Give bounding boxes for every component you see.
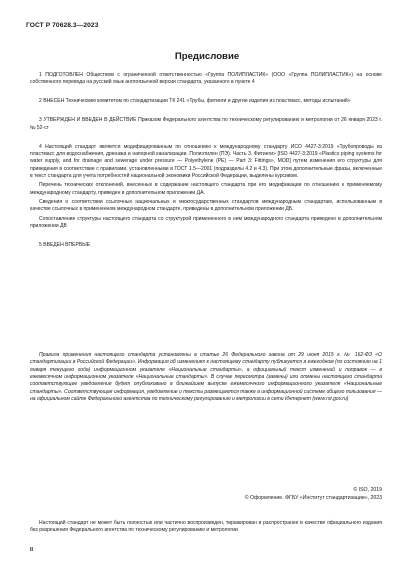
- item-4-deviations: Перечень технических отклонений, внесенных в содержание настоящего стандарта при его модификации по отношению к применяемому международному стандарту, приведен в дополнительном приложении ДА.: [30, 182, 382, 196]
- standard-code-header: ГОСТ Р 70628.3—2023: [26, 22, 99, 29]
- design-copyright: © Оформление. ФГБУ «Институт стандартизации», 2023: [244, 494, 382, 501]
- preface-body: [30, 72, 382, 261]
- application-rules-notice: [30, 352, 382, 403]
- copyright-block: [245, 487, 382, 502]
- item-2-introduced: 2 ВНЕСЕН Техническим комитетом по стандартизации ТК 241 «Трубы, фитинги и другие изделия из пластмасс, методы испытаний»: [39, 98, 351, 105]
- page-number: II: [30, 547, 33, 553]
- item-4-reference-standards: Сведения о соответствии ссылочных национальных и межгосударственных стандартов международным стандартам, использованным в качестве ссылочных в примененном международном стандарте, приведены в дополнительном приложении ДБ.: [30, 198, 382, 213]
- notice-text: Правила применения настоящего стандарта установлены в статье 26 Федерального закона от 29 июня 2015 г. № 162-ФЗ «О стандартизации в Российской Федерации». Информация об изменениях к настоящему стандарту публикуется в ежегодном (по состоянию на 1 января текущего года) информационном указателе «Национальные стандарты», а официальный текст изменений и поправок — в ежемесячном информационном указателе «Национальные стандарты». В случае пересмотра (замены) или отмены настоящего стандарта соответствующее уведомление будет опубликовано в ближайшем выпуске ежемесячного информационного указателя «Национальные стандарты». Соответствующая информация, уведомление и тексты размещаются также в информационной системе общего пользования — на официальном сайте Федерального агентства по техническому регулированию и метрологии в сети Интернет (www.rst.gov.ru): [30, 352, 382, 403]
- page-title: Предисловие: [174, 51, 240, 62]
- iso-copyright: © ISO, 2019: [353, 487, 382, 493]
- reproduction-notice-text: Настоящий стандарт не может быть полностью или частично воспроизведен, тиражирован и распространен в качестве официального издания без разрешения Федерального агентства по техническому регулированию и метрологии: [30, 520, 382, 534]
- item-5-first-introduced: 5 ВВЕДЕН ВПЕРВЫЕ: [39, 241, 91, 248]
- reproduction-notice: [30, 520, 382, 535]
- item-1-prepared: 1 ПОДГОТОВЛЕН Обществом с ограниченной ответственностью «Группа ПОЛИПЛАСТИК» (ООО «Группа ПОЛИПЛАСТИК») на основе собственного перевода на русский язык англоязычной версии стандарта, указанного в пункте 4: [30, 72, 382, 86]
- item-4-structure-comparison: Сопоставление структуры настоящего стандарта со структурой примененного в нем международного стандарта приведено в дополнительном приложении ДВ: [30, 215, 382, 229]
- item-4-modification: 4 Настоящий стандарт является модифицированным по отношению к международному стандарту ИСО 4427-3:2019 «Трубопроводы из пластмасс для водоснабжения, дренажа и напорной канализации. Полиэтилен (ПЭ). Часть 3. Фитинги» [ISO 4427-3:2019 «Plastics piping systems for water supply, and for drainage and sewerage under pressure — Polyethylene (PE) — Part 3: Fittings», MOD] путем изменения его структуры для приведения в соответствие с правилами, установленными в ГОСТ 1.5—2001 (подразделы 4.2 и 4.3). При этом дополнительные фразы, включенные в текст стандарта для учета потребностей национальной экономики Российской Федерации, выделены курсивом.: [30, 143, 382, 179]
- item-3-approved: 3 УТВЕРЖДЕН И ВВЕДЕН В ДЕЙСТВИЕ Приказом Федерального агентства по техническому регулированию и метрологии от 26 января 2023 г. № 52-ст: [30, 117, 382, 131]
